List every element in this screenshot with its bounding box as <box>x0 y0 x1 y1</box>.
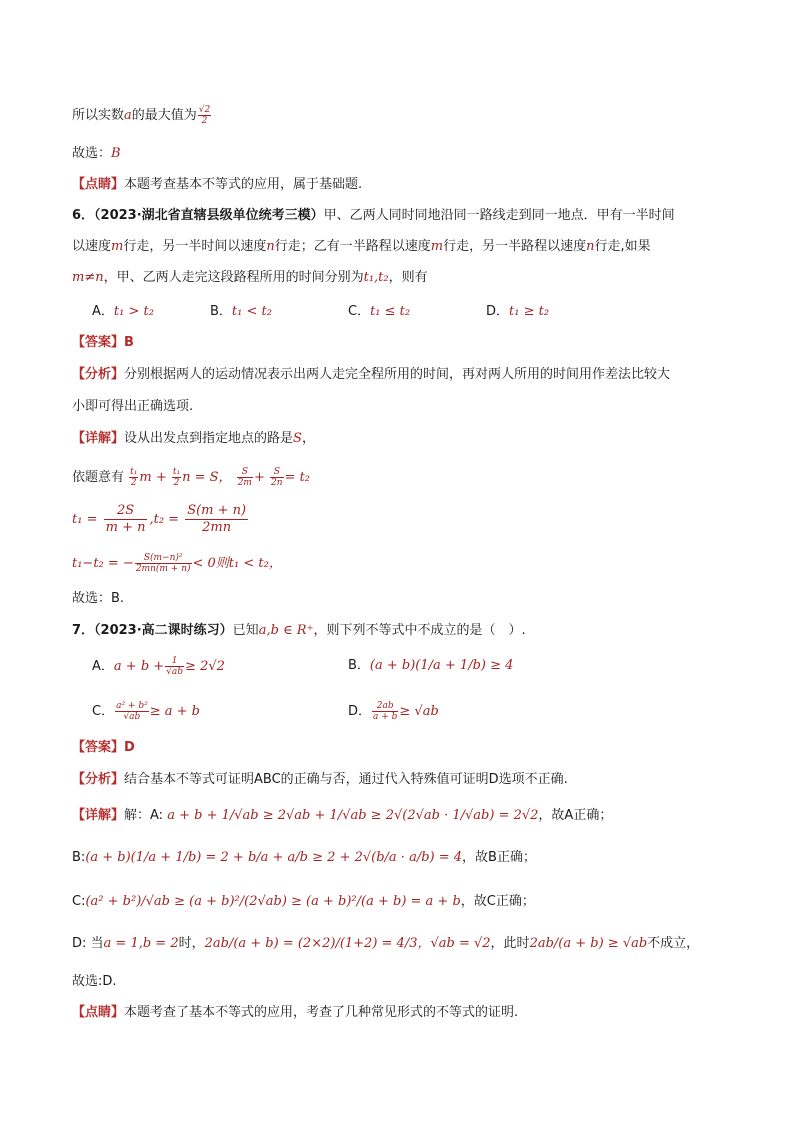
q6-difference: t₁−t₂ = − $\frac{\text{S(m−n)²}}{2mn(m + n)}$ < 0则t₁ < t₂， <box>72 553 282 574</box>
fraction: $\frac{√2}{2}$ <box>198 105 211 126</box>
choose-line: 故选：B <box>72 146 121 161</box>
q7-option-a: A．a + b + $\frac{1}{√ab}$ ≥ 2√2 <box>92 656 225 677</box>
q6-detail-line1: 【详解】设从出发点到指定地点的路是S， <box>72 431 315 446</box>
q7-detail-a: 【详解】解：A: a + b + 1/√ab ≥ 2√ab + 1/√ab ≥ 2√(2√ab · 1/√ab) = 2√2，故A正确； <box>72 808 613 823</box>
q7-option-b: B．(a + b)(1/a + 1/b) ≥ 4 <box>348 658 514 673</box>
q6-stem-line1: 6．（2023·湖北省直辖县级单位统考三模）甲、乙两人同时同地沿同一路线走到同一地点．甲有一半时间 <box>72 208 675 223</box>
dianjing-line: 【点睛】本题考查基本不等式的应用，属于基础题. <box>72 177 363 192</box>
q7-answer: 【答案】D <box>72 740 135 755</box>
q7-option-d: D． $\frac{2ab}{a + b}$ ≥ √ab <box>348 701 439 722</box>
q7-detail-c: C:(a² + b²)/√ab ≥ (a + b)²/(2√ab) ≥ (a + b)²/(a + b) = a + b，故C正确； <box>72 894 535 909</box>
q6-choose: 故选：B. <box>72 591 125 606</box>
q7-option-c: C． $\frac{\text{a² + b²}}{√ab}$ ≥ a + b <box>92 701 200 722</box>
q7-choose: 故选:D. <box>72 974 117 989</box>
q6-t-values: t₁ = $\frac{2S}{m + n}$ ,t₂ = $\frac{S(m + n)}{2mn}$ <box>72 503 247 535</box>
q7-detail-b: B:(a + b)(1/a + 1/b) = 2 + b/a + a/b ≥ 2 + 2√(b/a · a/b) = 4，故B正确； <box>72 850 536 865</box>
q6-analysis-line1: 【分析】分别根据两人的运动情况表示出两人走完全程所用的时间，再对两人所用的时间用作差法比较大 <box>72 367 671 382</box>
q6-stem-line2: 以速度m行走，另一半时间以速度n行走；乙有一半路程以速度m行走，另一半路程以速度n行走,如果 <box>72 239 651 254</box>
q7-analysis: 【分析】结合基本不等式可证明ABC的正确与否，通过代入特殊值可证明D选项不正确. <box>72 772 568 787</box>
q6-equation-setup: 依题意有 $\frac{\text{t₁}}{2}$ m + $\frac{\text{t₁}}{2}$ n = S， $\frac{S}{2m}$ + $\frac{S}{2n}$ = t₂ <box>72 467 311 488</box>
q6-option-d: D．t₁ ≥ t₂ <box>486 304 550 319</box>
q7-dianjing: 【点睛】本题考查了基本不等式的应用，考查了几种常见形式的不等式的证明. <box>72 1005 519 1020</box>
q6-answer: 【答案】B <box>72 335 134 350</box>
q6-option-b: B．t₁ < t₂ <box>210 304 272 319</box>
conclusion-line: 所以实数a的最大值为 $\frac{√2}{2}$ <box>72 105 211 126</box>
q6-option-c: C．t₁ ≤ t₂ <box>348 304 411 319</box>
q7-detail-d: D: 当a = 1,b = 2时，2ab/(a + b) = (2×2)/(1+2) = 4/3，√ab = √2，此时2ab/(a + b) ≥ √ab不成立， <box>72 936 700 951</box>
q6-option-a: A．t₁ > t₂ <box>92 304 154 319</box>
q7-stem: 7．（2023·高二课时练习）已知a,b ∈ R⁺，则下列不等式中不成立的是（ ）. <box>72 623 526 638</box>
q6-stem-line3: m≠n，甲、乙两人走完这段路程所用的时间分别为t₁,t₂，则有 <box>72 270 428 285</box>
q6-analysis-line2: 小即可得出正确选项. <box>72 399 194 414</box>
